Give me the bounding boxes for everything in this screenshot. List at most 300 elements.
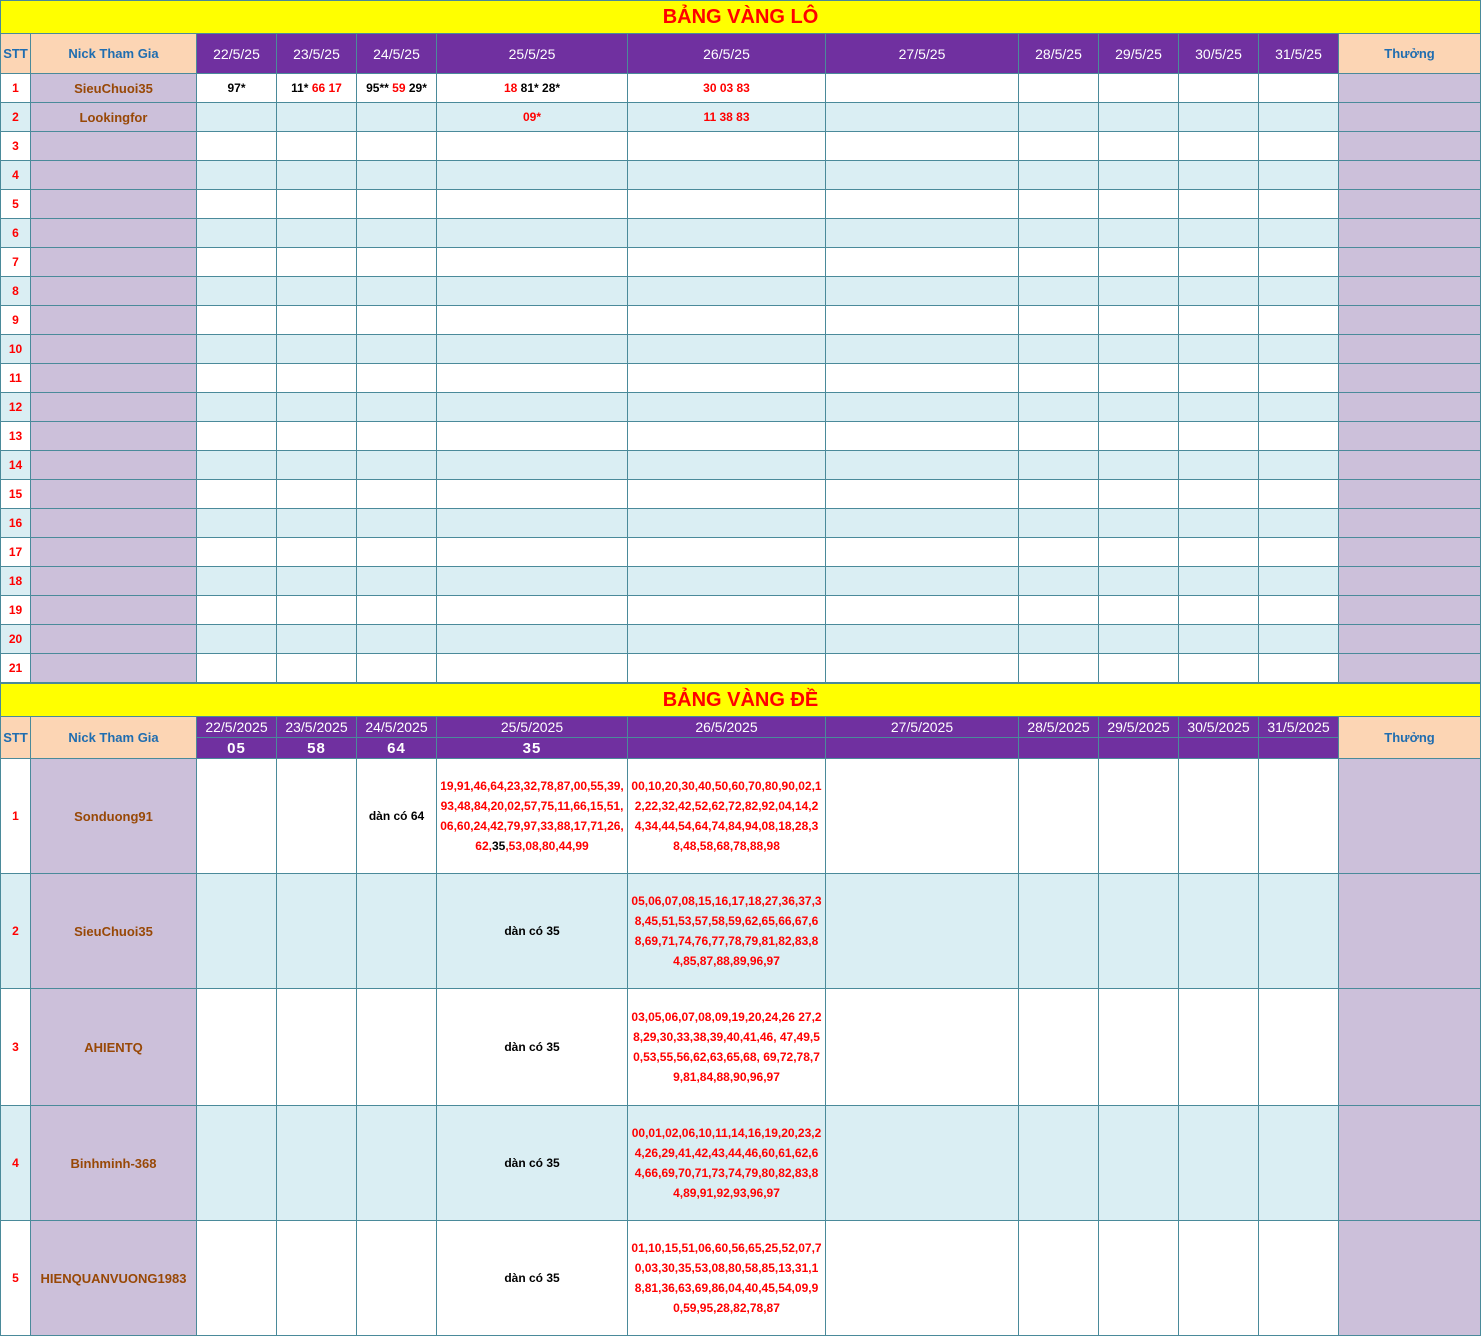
row-number: 17 bbox=[1, 538, 31, 567]
table-row bbox=[1, 567, 1481, 596]
table-row bbox=[1, 1106, 1481, 1221]
pick-cell bbox=[1099, 1221, 1179, 1336]
pick-cell bbox=[826, 306, 1019, 335]
lo-header-nick: Nick Tham Gia bbox=[31, 34, 197, 74]
pick-cell bbox=[277, 451, 357, 480]
de-result: 35 bbox=[437, 738, 628, 759]
pick-cell bbox=[277, 277, 357, 306]
pick-cell bbox=[197, 364, 277, 393]
cell-text: 00,10,20,30,40,50,60,70,80,90,02,12,22,32,42,52,62,72,82,92,04,14,24,34,44,54,64,74,84,94,08,18,28,38,48,58,68,78,88,98 bbox=[631, 779, 822, 853]
de-result: 58 bbox=[277, 738, 357, 759]
pick-cell bbox=[1099, 480, 1179, 509]
row-number: 15 bbox=[1, 480, 31, 509]
pick-cell bbox=[826, 364, 1019, 393]
de-header-date: 27/5/2025 bbox=[826, 717, 1019, 738]
pick-cell bbox=[437, 74, 628, 103]
pick-cell bbox=[1019, 596, 1099, 625]
pick-cell bbox=[1259, 874, 1339, 989]
pick-cell bbox=[1259, 190, 1339, 219]
pick-cell bbox=[197, 759, 277, 874]
pick-cell bbox=[357, 654, 437, 683]
pick-cell bbox=[826, 1106, 1019, 1221]
table-row bbox=[1, 989, 1481, 1106]
player-nick: HIENQUANVUONG1983 bbox=[31, 1221, 197, 1336]
pick-cell bbox=[1179, 364, 1259, 393]
row-number: 19 bbox=[1, 596, 31, 625]
pick-cell bbox=[1099, 306, 1179, 335]
pick-cell bbox=[1179, 759, 1259, 874]
pick-cell bbox=[1179, 393, 1259, 422]
pick-cell bbox=[826, 161, 1019, 190]
row-number: 1 bbox=[1, 74, 31, 103]
table-row bbox=[1, 306, 1481, 335]
de-result bbox=[1259, 738, 1339, 759]
row-number: 18 bbox=[1, 567, 31, 596]
pick-cell bbox=[277, 364, 357, 393]
pick-cell bbox=[1019, 219, 1099, 248]
pick-cell bbox=[1259, 1221, 1339, 1336]
cell-text: 19,91,46,64,23,32,78,87,00,55,39,93,48,84,20,02,57,75,11,66,15,51,06,60,24,42,79,97,33,88,17,71,26,62, bbox=[440, 779, 624, 853]
table-row bbox=[1, 248, 1481, 277]
prize-cell bbox=[1339, 335, 1481, 364]
de-header-date: 25/5/2025 bbox=[437, 717, 628, 738]
pick-cell bbox=[277, 509, 357, 538]
pick-cell bbox=[628, 132, 826, 161]
de-header-date: 30/5/2025 bbox=[1179, 717, 1259, 738]
row-number: 2 bbox=[1, 103, 31, 132]
pick-cell bbox=[1019, 422, 1099, 451]
lo-header-date: 22/5/25 bbox=[197, 34, 277, 74]
pick-cell bbox=[628, 567, 826, 596]
pick-cell bbox=[437, 306, 628, 335]
pick-cell bbox=[1259, 364, 1339, 393]
pick-cell bbox=[826, 103, 1019, 132]
pick-cell bbox=[197, 567, 277, 596]
cell-text: 18 bbox=[503, 81, 518, 95]
table-row bbox=[1, 103, 1481, 132]
pick-cell bbox=[1179, 335, 1259, 364]
prize-cell bbox=[1339, 538, 1481, 567]
prize-cell bbox=[1339, 103, 1481, 132]
pick-cell bbox=[277, 625, 357, 654]
pick-cell bbox=[197, 219, 277, 248]
cell-text: 81* 28* bbox=[517, 81, 561, 95]
de-header-date: 29/5/2025 bbox=[1099, 717, 1179, 738]
de-result bbox=[1019, 738, 1099, 759]
pick-cell bbox=[437, 161, 628, 190]
pick-cell bbox=[357, 759, 437, 874]
player-nick: Binhminh-368 bbox=[31, 1106, 197, 1221]
table-row bbox=[1, 654, 1481, 683]
pick-cell bbox=[1019, 480, 1099, 509]
pick-cell bbox=[1099, 567, 1179, 596]
pick-cell bbox=[1259, 219, 1339, 248]
pick-cell bbox=[1099, 874, 1179, 989]
pick-cell bbox=[826, 393, 1019, 422]
prize-cell bbox=[1339, 596, 1481, 625]
pick-cell bbox=[1179, 219, 1259, 248]
pick-cell bbox=[1179, 277, 1259, 306]
pick-cell bbox=[1259, 596, 1339, 625]
row-number: 12 bbox=[1, 393, 31, 422]
pick-cell bbox=[437, 451, 628, 480]
pick-cell bbox=[628, 1106, 826, 1221]
pick-cell bbox=[437, 364, 628, 393]
cell-text: 35 bbox=[491, 839, 506, 853]
pick-cell bbox=[628, 654, 826, 683]
pick-cell bbox=[628, 625, 826, 654]
row-number: 7 bbox=[1, 248, 31, 277]
pick-cell bbox=[628, 509, 826, 538]
pick-cell bbox=[826, 248, 1019, 277]
pick-cell bbox=[197, 1221, 277, 1336]
lo-header-date: 29/5/25 bbox=[1099, 34, 1179, 74]
pick-cell bbox=[357, 1106, 437, 1221]
pick-cell bbox=[826, 625, 1019, 654]
prize-cell bbox=[1339, 989, 1481, 1106]
table-row bbox=[1, 1221, 1481, 1336]
pick-cell bbox=[1019, 132, 1099, 161]
row-number: 4 bbox=[1, 161, 31, 190]
table-row bbox=[1, 422, 1481, 451]
pick-cell bbox=[628, 393, 826, 422]
de-rows bbox=[1, 759, 1481, 1336]
pick-cell bbox=[197, 132, 277, 161]
pick-cell bbox=[628, 480, 826, 509]
row-number: 6 bbox=[1, 219, 31, 248]
pick-cell bbox=[1259, 248, 1339, 277]
pick-cell bbox=[628, 874, 826, 989]
prize-cell bbox=[1339, 451, 1481, 480]
pick-cell bbox=[628, 219, 826, 248]
pick-cell bbox=[628, 190, 826, 219]
de-result bbox=[1099, 738, 1179, 759]
pick-cell bbox=[1099, 393, 1179, 422]
player-nick bbox=[31, 161, 197, 190]
pick-cell bbox=[1099, 538, 1179, 567]
pick-cell bbox=[1019, 364, 1099, 393]
pick-cell bbox=[1099, 103, 1179, 132]
pick-cell bbox=[357, 248, 437, 277]
player-nick: Sonduong91 bbox=[31, 759, 197, 874]
pick-cell bbox=[197, 625, 277, 654]
pick-cell bbox=[1259, 74, 1339, 103]
de-header-nick: Nick Tham Gia bbox=[31, 717, 197, 759]
pick-cell bbox=[1099, 248, 1179, 277]
pick-cell bbox=[1259, 335, 1339, 364]
cell-text: 00,01,02,06,10,11,14,16,19,20,23,24,26,29,41,42,43,44,46,60,61,62,64,66,69,70,71,73,74,79,80,82,83,84,89,91,92,93,96,97 bbox=[631, 1126, 822, 1200]
lo-header-date: 31/5/25 bbox=[1259, 34, 1339, 74]
table-row bbox=[1, 538, 1481, 567]
pick-cell bbox=[277, 422, 357, 451]
prize-cell bbox=[1339, 1106, 1481, 1221]
pick-cell bbox=[277, 538, 357, 567]
pick-cell bbox=[277, 335, 357, 364]
pick-cell bbox=[437, 103, 628, 132]
pick-cell bbox=[628, 335, 826, 364]
pick-cell bbox=[197, 596, 277, 625]
player-nick: AHIENTQ bbox=[31, 989, 197, 1106]
player-nick bbox=[31, 277, 197, 306]
player-nick bbox=[31, 364, 197, 393]
pick-cell bbox=[197, 480, 277, 509]
pick-cell bbox=[1019, 335, 1099, 364]
pick-cell bbox=[357, 277, 437, 306]
cell-text: 30 03 83 bbox=[703, 81, 750, 95]
de-header-prize: Thưởng bbox=[1339, 717, 1481, 759]
row-number: 8 bbox=[1, 277, 31, 306]
row-number: 1 bbox=[1, 759, 31, 874]
player-nick: SieuChuoi35 bbox=[31, 874, 197, 989]
pick-cell bbox=[277, 132, 357, 161]
player-nick bbox=[31, 422, 197, 451]
prize-cell bbox=[1339, 1221, 1481, 1336]
pick-cell bbox=[357, 219, 437, 248]
pick-cell bbox=[277, 74, 357, 103]
pick-cell bbox=[826, 219, 1019, 248]
player-nick: SieuChuoi35 bbox=[31, 74, 197, 103]
pick-cell bbox=[628, 1221, 826, 1336]
de-result bbox=[628, 738, 826, 759]
table-row bbox=[1, 451, 1481, 480]
pick-cell bbox=[1259, 480, 1339, 509]
row-number: 14 bbox=[1, 451, 31, 480]
cell-text: 11 38 83 bbox=[703, 110, 750, 124]
cell-text: dàn có 35 bbox=[504, 924, 560, 938]
cell-text: dàn có 35 bbox=[504, 1040, 560, 1054]
table-row bbox=[1, 364, 1481, 393]
row-number: 21 bbox=[1, 654, 31, 683]
prize-cell bbox=[1339, 509, 1481, 538]
prize-cell bbox=[1339, 219, 1481, 248]
pick-cell bbox=[1019, 103, 1099, 132]
table-row bbox=[1, 874, 1481, 989]
pick-cell bbox=[437, 219, 628, 248]
table-row bbox=[1, 74, 1481, 103]
pick-cell bbox=[1019, 161, 1099, 190]
pick-cell bbox=[826, 567, 1019, 596]
pick-cell bbox=[628, 451, 826, 480]
pick-cell bbox=[826, 509, 1019, 538]
prize-cell bbox=[1339, 190, 1481, 219]
pick-cell bbox=[277, 759, 357, 874]
lo-header-date: 23/5/25 bbox=[277, 34, 357, 74]
pick-cell bbox=[1179, 625, 1259, 654]
row-number: 10 bbox=[1, 335, 31, 364]
row-number: 16 bbox=[1, 509, 31, 538]
pick-cell bbox=[277, 219, 357, 248]
lo-header-date: 24/5/25 bbox=[357, 34, 437, 74]
pick-cell bbox=[437, 422, 628, 451]
pick-cell bbox=[437, 1221, 628, 1336]
pick-cell bbox=[197, 190, 277, 219]
row-number: 13 bbox=[1, 422, 31, 451]
row-number: 3 bbox=[1, 132, 31, 161]
prize-cell bbox=[1339, 74, 1481, 103]
pick-cell bbox=[826, 989, 1019, 1106]
pick-cell bbox=[1019, 74, 1099, 103]
pick-cell bbox=[1099, 1106, 1179, 1221]
pick-cell bbox=[357, 538, 437, 567]
de-result bbox=[826, 738, 1019, 759]
pick-cell bbox=[826, 654, 1019, 683]
row-number: 9 bbox=[1, 306, 31, 335]
pick-cell bbox=[1259, 567, 1339, 596]
pick-cell bbox=[437, 567, 628, 596]
pick-cell bbox=[826, 538, 1019, 567]
cell-text: 09* bbox=[522, 110, 542, 124]
pick-cell bbox=[437, 335, 628, 364]
pick-cell bbox=[357, 625, 437, 654]
pick-cell bbox=[1259, 625, 1339, 654]
pick-cell bbox=[357, 874, 437, 989]
de-result bbox=[1179, 738, 1259, 759]
pick-cell bbox=[197, 277, 277, 306]
pick-cell bbox=[197, 538, 277, 567]
row-number: 2 bbox=[1, 874, 31, 989]
de-header-date: 24/5/2025 bbox=[357, 717, 437, 738]
pick-cell bbox=[1259, 393, 1339, 422]
pick-cell bbox=[1099, 219, 1179, 248]
pick-cell bbox=[826, 874, 1019, 989]
table-row bbox=[1, 190, 1481, 219]
pick-cell bbox=[1179, 654, 1259, 683]
pick-cell bbox=[1099, 989, 1179, 1106]
player-nick bbox=[31, 596, 197, 625]
pick-cell bbox=[1179, 132, 1259, 161]
lo-header-prize: Thưởng bbox=[1339, 34, 1481, 74]
pick-cell bbox=[1019, 1221, 1099, 1336]
pick-cell bbox=[1019, 248, 1099, 277]
pick-cell bbox=[277, 190, 357, 219]
pick-cell bbox=[1179, 248, 1259, 277]
pick-cell bbox=[197, 103, 277, 132]
pick-cell bbox=[628, 103, 826, 132]
pick-cell bbox=[1259, 161, 1339, 190]
pick-cell bbox=[437, 654, 628, 683]
pick-cell bbox=[1259, 989, 1339, 1106]
pick-cell bbox=[628, 161, 826, 190]
pick-cell bbox=[826, 335, 1019, 364]
pick-cell bbox=[357, 132, 437, 161]
de-header-date: 23/5/2025 bbox=[277, 717, 357, 738]
pick-cell bbox=[1099, 161, 1179, 190]
pick-cell bbox=[826, 596, 1019, 625]
pick-cell bbox=[1019, 567, 1099, 596]
pick-cell bbox=[1019, 393, 1099, 422]
pick-cell bbox=[1179, 422, 1259, 451]
pick-cell bbox=[437, 480, 628, 509]
table-row bbox=[1, 759, 1481, 874]
pick-cell bbox=[197, 161, 277, 190]
pick-cell bbox=[277, 567, 357, 596]
pick-cell bbox=[628, 248, 826, 277]
pick-cell bbox=[1019, 874, 1099, 989]
table-row bbox=[1, 132, 1481, 161]
pick-cell bbox=[826, 759, 1019, 874]
pick-cell bbox=[197, 422, 277, 451]
pick-cell bbox=[1259, 132, 1339, 161]
player-nick bbox=[31, 248, 197, 277]
table-row bbox=[1, 596, 1481, 625]
row-number: 4 bbox=[1, 1106, 31, 1221]
prize-cell bbox=[1339, 625, 1481, 654]
pick-cell bbox=[277, 1221, 357, 1336]
pick-cell bbox=[1099, 596, 1179, 625]
de-header-stt: STT bbox=[1, 717, 31, 759]
row-number: 5 bbox=[1, 190, 31, 219]
de-title: BẢNG VÀNG ĐỀ bbox=[1, 684, 1481, 717]
pick-cell bbox=[1259, 422, 1339, 451]
table-row bbox=[1, 219, 1481, 248]
cell-text: 01,10,15,51,06,60,56,65,25,52,07,70,03,30,35,53,08,80,58,85,13,31,18,81,36,63,69,86,04,40,45,54,09,90,59,95,28,82,78,87 bbox=[631, 1241, 822, 1315]
pick-cell bbox=[1259, 277, 1339, 306]
table-row bbox=[1, 277, 1481, 306]
pick-cell bbox=[1099, 132, 1179, 161]
prize-cell bbox=[1339, 364, 1481, 393]
de-header-date: 28/5/2025 bbox=[1019, 717, 1099, 738]
pick-cell bbox=[1099, 509, 1179, 538]
pick-cell bbox=[1099, 759, 1179, 874]
pick-cell bbox=[437, 874, 628, 989]
pick-cell bbox=[1019, 277, 1099, 306]
pick-cell bbox=[277, 874, 357, 989]
pick-cell bbox=[197, 248, 277, 277]
pick-cell bbox=[437, 1106, 628, 1221]
table-row bbox=[1, 509, 1481, 538]
row-number: 20 bbox=[1, 625, 31, 654]
player-nick bbox=[31, 654, 197, 683]
prize-cell bbox=[1339, 161, 1481, 190]
pick-cell bbox=[277, 161, 357, 190]
player-nick bbox=[31, 306, 197, 335]
pick-cell bbox=[1179, 509, 1259, 538]
pick-cell bbox=[197, 451, 277, 480]
pick-cell bbox=[357, 422, 437, 451]
cell-text: dàn có 35 bbox=[504, 1156, 560, 1170]
pick-cell bbox=[1259, 759, 1339, 874]
player-nick bbox=[31, 393, 197, 422]
pick-cell bbox=[1179, 538, 1259, 567]
pick-cell bbox=[357, 74, 437, 103]
cell-text: 97* bbox=[227, 81, 246, 95]
pick-cell bbox=[1179, 74, 1259, 103]
pick-cell bbox=[197, 989, 277, 1106]
pick-cell bbox=[1019, 759, 1099, 874]
pick-cell bbox=[1019, 451, 1099, 480]
pick-cell bbox=[357, 335, 437, 364]
pick-cell bbox=[628, 538, 826, 567]
pick-cell bbox=[277, 654, 357, 683]
row-number: 5 bbox=[1, 1221, 31, 1336]
table-row bbox=[1, 161, 1481, 190]
pick-cell bbox=[357, 306, 437, 335]
de-result: 05 bbox=[197, 738, 277, 759]
pick-cell bbox=[197, 874, 277, 989]
pick-cell bbox=[1179, 480, 1259, 509]
table-row bbox=[1, 393, 1481, 422]
pick-cell bbox=[437, 132, 628, 161]
pick-cell bbox=[1179, 451, 1259, 480]
pick-cell bbox=[437, 277, 628, 306]
pick-cell bbox=[277, 103, 357, 132]
pick-cell bbox=[277, 596, 357, 625]
pick-cell bbox=[628, 306, 826, 335]
lo-header-date: 27/5/25 bbox=[826, 34, 1019, 74]
pick-cell bbox=[277, 306, 357, 335]
prize-cell bbox=[1339, 654, 1481, 683]
pick-cell bbox=[628, 596, 826, 625]
